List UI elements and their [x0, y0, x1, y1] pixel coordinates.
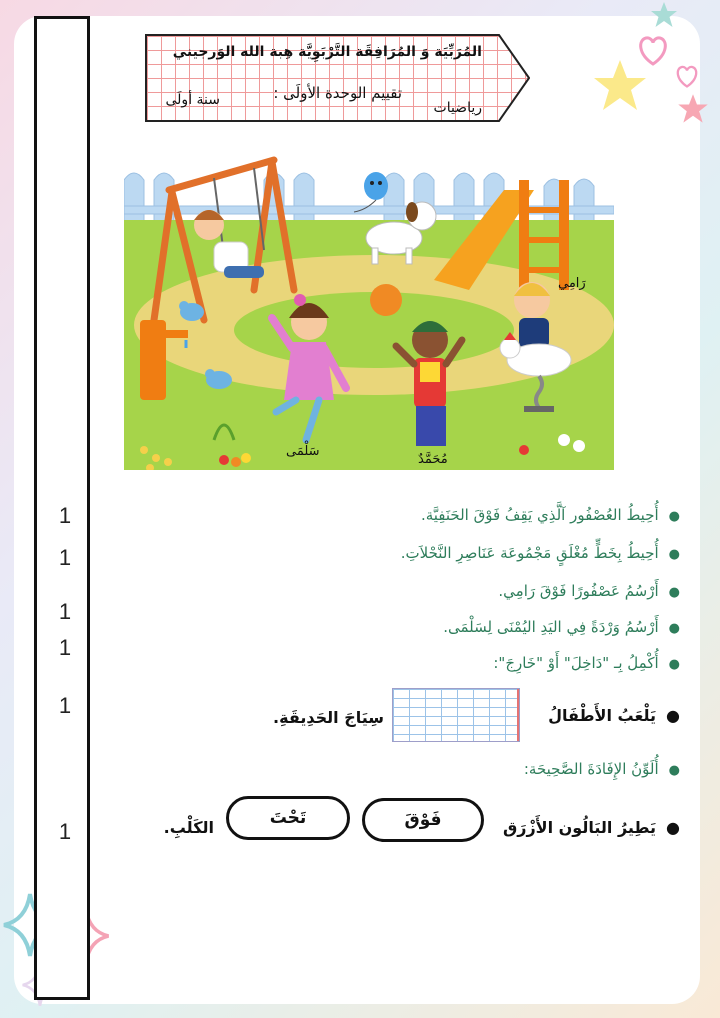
option-above-pill[interactable]: فَوْقَ — [362, 798, 484, 842]
question-4: ●أَرْسُمُ وَرْدَةً فِي اليَدِ اليُمْنَى لِسَلْمَى. — [443, 618, 680, 636]
answer-grid-box[interactable] — [392, 688, 520, 742]
question-5: ●أُكْمِلُ بِـ "دَاخِلَ" أَوْ "خَارِجَ": — [493, 654, 680, 672]
name-label-rami: رَامِي — [558, 276, 586, 291]
option-below-pill[interactable]: تَحْتَ — [226, 796, 350, 840]
heart-decoration-small — [674, 64, 700, 88]
fill-line-after: سِيَاجَ الحَدِيقَةِ. — [273, 708, 384, 727]
teacher-name: المُرَبِّيَة وَ المُرَافِقَة التَّرْبَوِيَّة هِبة الله الوَرجيني — [172, 44, 482, 60]
star-decoration-pink — [676, 92, 710, 126]
choice-line-before: ●يَطِيرُ البَالُون الأَزْرَق — [502, 818, 680, 837]
orange-ball — [370, 284, 402, 316]
assessment-title: تقييم الوحدة الأولَى : — [273, 84, 402, 102]
fill-line-before: ●يَلْعَبُ الأَطْفَالُ — [548, 706, 680, 725]
score-1: 1 — [58, 503, 72, 528]
star-decoration-teal — [646, 0, 682, 30]
subject-label: رياضيات — [433, 100, 482, 116]
heart-decoration — [636, 34, 670, 66]
question-1: ●أُحِيطُ العُصْفُور آلَّذِي يَقِفُ فَوْقَ الحَنَفِيَّة. — [420, 506, 680, 524]
playground-illustration — [124, 150, 614, 490]
question-3: ●أَرْسُمُ عَصْفُورًا فَوْقَ رَامِي. — [498, 582, 680, 600]
score-column — [34, 16, 90, 1000]
question-2: ●أُحِيطُ بِخَطٍّ مُغْلَقٍ مَجْمُوعَة عَنَاصِرِ النَّحْلاَتِ. — [400, 544, 680, 562]
score-2: 1 — [58, 545, 72, 570]
name-label-salma: سَلْمَى — [286, 444, 320, 459]
score-6: 1 — [58, 819, 72, 844]
question-6: ●أُلَوِّنُ الإِفَادَةَ الصَّحِيحَة: — [523, 760, 680, 778]
score-3: 1 — [58, 599, 72, 624]
score-5: 1 — [58, 693, 72, 718]
score-4: 1 — [58, 635, 72, 660]
name-label-mohamed: مُحَمَّدٌ — [418, 452, 448, 467]
level-label: سنة أولَى — [165, 92, 220, 108]
choice-line-after: الكَلْبِ. — [163, 818, 214, 837]
